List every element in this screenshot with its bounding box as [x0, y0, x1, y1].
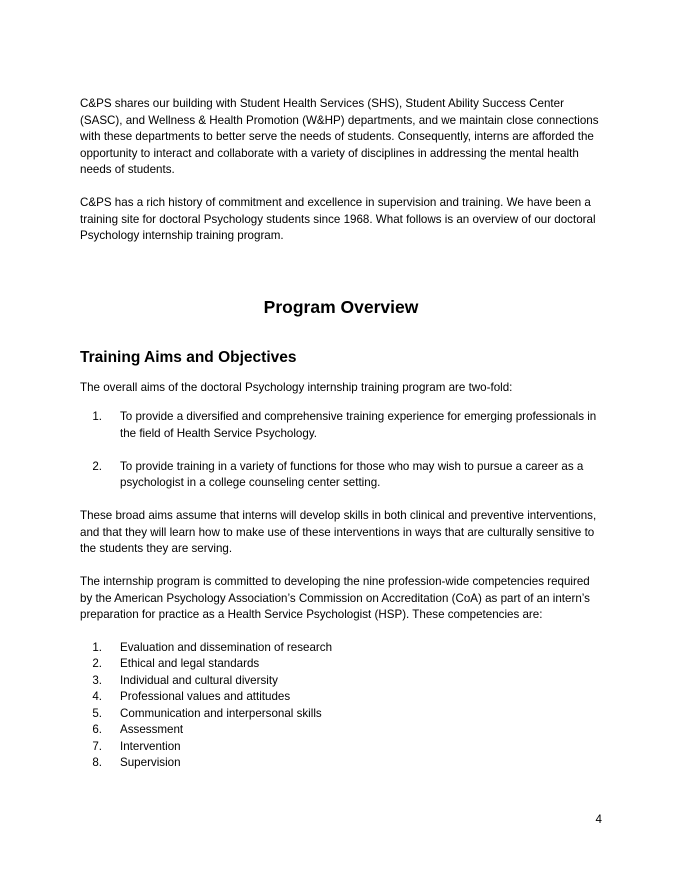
list-item-text: Communication and interpersonal skills [120, 706, 322, 720]
list-item-number: 8. [92, 756, 102, 769]
aims-list [80, 409, 602, 492]
aims-intro-paragraph: The overall aims of the doctoral Psychology internship training program are two-fold: [80, 380, 513, 394]
competency-list-item [80, 673, 602, 690]
list-item-number: 5. [92, 706, 102, 720]
list-item-number: 6. [92, 723, 102, 736]
competency-list-item [80, 640, 602, 657]
list-item-text: Evaluation and dissemination of research [120, 640, 333, 654]
aims-assumption-paragraph: These broad aims assume that interns will develop skills in both clinical and preventive interventions, and that they will learn how to make use of these interventions in ways that are culturally sensitive to the students they are serving. [80, 509, 597, 555]
list-item-text: To provide training in a variety of functions for those who may wish to pursue a career as a psychologist in a college counseling center setting. [120, 459, 584, 489]
competencies-list [80, 640, 602, 772]
competencies-intro-paragraph: The internship program is committed to developing the nine profession-wide competencies required by the American Psychology Association’s Commission on Accreditation (CoA) as part of an intern’s preparation for practice as a Health Service Psychologist (HSP). These competencies are: [80, 575, 590, 621]
page-number: 4 [595, 813, 602, 826]
competency-list-item [80, 656, 602, 673]
aims-heading: Training Aims and Objectives [80, 348, 297, 366]
page-content [80, 96, 602, 772]
list-item-text: Professional values and attitudes [120, 690, 291, 703]
list-item-number: 1. [92, 640, 102, 654]
list-item-number: 2. [92, 657, 102, 670]
competency-list-item [80, 722, 602, 739]
list-item-text: Ethical and legal standards [120, 657, 260, 670]
list-item-number: 7. [92, 739, 102, 753]
competency-list-item [80, 706, 602, 723]
list-item-number: 3. [92, 673, 102, 687]
list-item-text: Intervention [120, 739, 181, 753]
list-item-text: Individual and cultural diversity [120, 673, 278, 687]
aims-list-item [80, 459, 602, 492]
competency-list-item [80, 689, 602, 706]
list-item-number: 4. [92, 690, 102, 703]
list-item-text: To provide a diversified and comprehensive training experience for emerging professionals in the field of Health Service Psychology. [120, 410, 597, 440]
list-item-number: 2. [92, 459, 102, 473]
intro-paragraph-2: C&PS has a rich history of commitment and excellence in supervision and training. We have been a training site for doctoral Psychology students since 1968. What follows is an overview of our doctoral Psychology internship training program. [80, 196, 596, 242]
intro-paragraph-1: C&PS shares our building with Student Health Services (SHS), Student Ability Success Center (SASC), and Wellness & Health Promotion (W&HP) departments, and we maintain close connections with these departments to better serve the needs of students. Consequently, interns are afforded the opportunity to interact and collaborate with a variety of disciplines in addressing the mental health needs of students. [80, 97, 599, 176]
list-item-text: Assessment [120, 723, 184, 736]
list-item-text: Supervision [120, 756, 181, 769]
competency-list-item [80, 755, 602, 772]
competency-list-item [80, 739, 602, 756]
aims-list-item [80, 409, 602, 442]
list-item-number: 1. [92, 410, 102, 423]
section-title: Program Overview [263, 296, 419, 317]
